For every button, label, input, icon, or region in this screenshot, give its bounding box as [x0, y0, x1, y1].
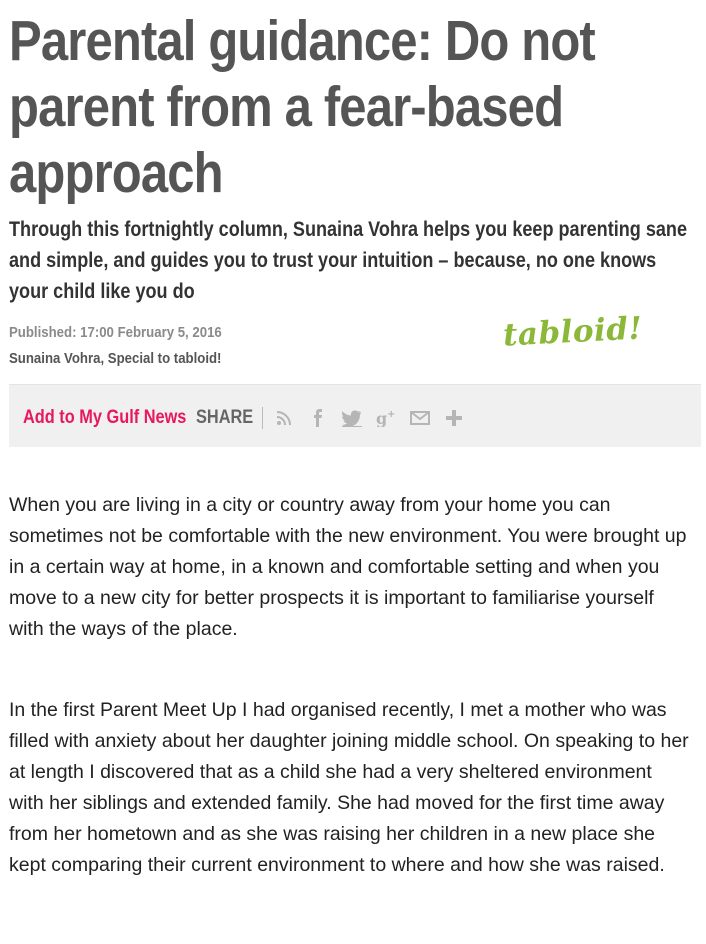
- article: [9, 0, 701, 876]
- author-byline: Sunaina Vohra, Special to tabloid!: [9, 350, 222, 367]
- tabloid-logo[interactable]: tabloid!: [502, 310, 644, 354]
- share-bar: [9, 384, 701, 447]
- article-body: [9, 490, 701, 881]
- paragraph: When you are living in a city or country away from your home you can sometimes not be comfortable with the new environment. You were brought up in a certain way at home, in a known and comfortable setting and when you move to a new city for better prospects it is important to familiarise yourself with the ways of the place.: [9, 494, 687, 640]
- published-date: Published: 17:00 February 5, 2016: [9, 324, 222, 341]
- rss-icon[interactable]: [273, 407, 295, 429]
- google-plus-icon[interactable]: [375, 407, 397, 429]
- svg-text:+: +: [387, 409, 396, 420]
- share-label: SHARE: [196, 407, 254, 428]
- article-meta: [9, 310, 701, 372]
- svg-text:g: g: [376, 409, 388, 427]
- twitter-icon[interactable]: [341, 407, 363, 429]
- article-subtitle: Through this fortnightly column, Sunaina Vohra helps you keep parenting sane and simple, and guides you to trust your intuition – because, no one knows your child like you do: [9, 218, 687, 303]
- more-icon[interactable]: [443, 407, 465, 429]
- facebook-icon[interactable]: [307, 407, 329, 429]
- add-to-my-gulf-news-link[interactable]: Add to My Gulf News: [23, 407, 187, 428]
- article-title: Parental guidance: Do not parent from a fear-based approach: [9, 9, 595, 205]
- share-divider: [262, 407, 263, 429]
- email-icon[interactable]: [409, 407, 431, 429]
- paragraph: In the first Parent Meet Up I had organised recently, I met a mother who was filled with anxiety about her daughter joining middle school. On speaking to her at length I discovered that as a child she had a very sheltered environment with her siblings and extended family. She had moved for the first time away from her hometown and as she was raising her children in a new place she kept comparing their current environment to where and how she was raised.: [9, 699, 689, 876]
